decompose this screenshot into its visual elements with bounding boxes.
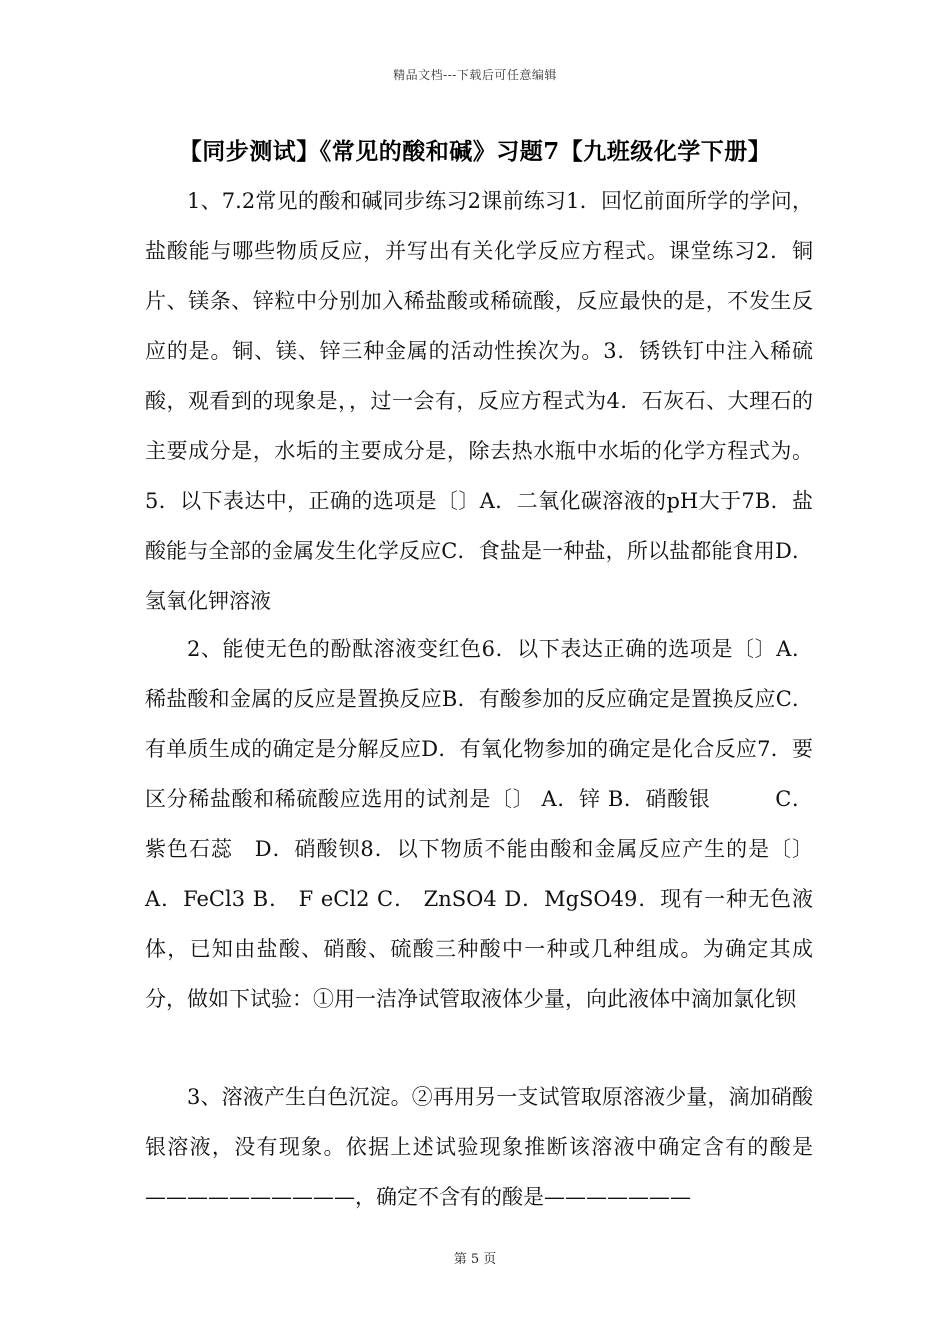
paragraph-1: 1、7.2常见的酸和碱同步练习2课前练习1．回忆前面所学的学问，盐酸能与哪些物质反应，并写出有关化学反应方程式。课堂练习2．铜片、镁条、锌粒中分别加入稀盐酸或稀硫酸，反应最快的是，不发生反应的是。铜、镁、锌三种金属的活动性挨次为。3．锈铁钉中注入稀硫酸，观看到的现象是，，过一会有，反应方程式为4．石灰石、大理石的主要成分是，水垢的主要成分是，除去热水瓶中水垢的化学方程式为。5．以下表达中，正确的选项是〔〕A．二氧化碳溶液的pH大于7B．盐酸能与全部的金属发生化学反应C．食盐是一种盐，所以盐都能食用D．氢氧化钾溶液 [145, 189, 813, 613]
document-header-note: 精品文档---下载后可任意编辑 [393, 68, 557, 82]
paragraph-3: 3、溶液产生白色沉淀。②再用另一支试管取原溶液少量，滴加硝酸银溶液，没有现象。依据上述试验现象推断该溶液中确定含有的酸是——————————，确定不含有的酸是——————— [145, 1085, 813, 1209]
document-title: 【同步测试】《常见的酸和碱》习题7【九班级化学下册】 [178, 138, 772, 165]
page-number: 第 5 页 [453, 1252, 497, 1267]
paragraph-2: 2、能使无色的酚酞溶液变红色6．以下表达正确的选项是〔〕A．稀盐酸和金属的反应是置换反应B．有酸参加的反应确定是置换反应C．有单质生成的确定是分解反应D．有氧化物参加的确定是化合反应7．要区分稀盐酸和稀硫酸应选用的试剂是〔〕 A．锌 B．硝酸银 C．紫色石蕊 D．硝酸钡8．以下物质不能由酸和金属反应产生的是〔〕 A．FeCl3 B． F eCl2 C． ZnSO4 D．MgSO49．现有一种无色液体，已知由盐酸、硝酸、硫酸三种酸中一种或几种组成。为确定其成分，做如下试验：①用一洁净试管取液体少量，向此液体中滴加氯化钡 [145, 637, 813, 1011]
